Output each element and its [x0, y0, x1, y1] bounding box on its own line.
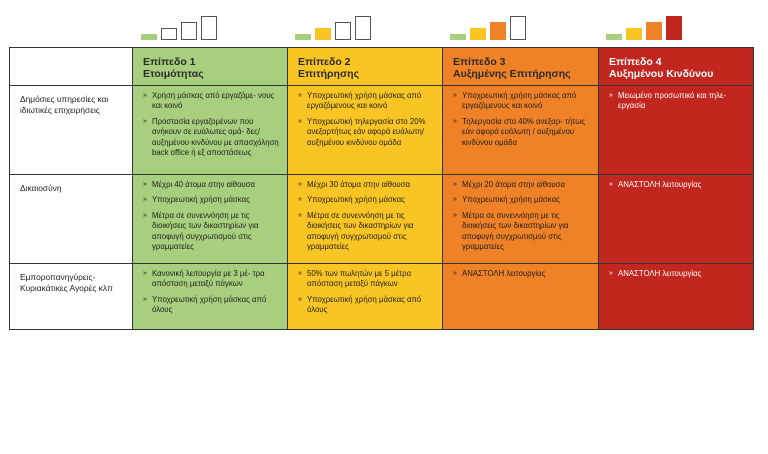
- level-2-bars-icon: [295, 14, 375, 40]
- bullet-icon: »: [143, 181, 147, 188]
- table-row: [10, 264, 754, 330]
- list-item: [298, 91, 436, 112]
- list-item: [453, 91, 592, 112]
- measure-text: Μέτρα σε συνεννόηση με τις διοικήσεις των δικαστηρίων για αποφυγή συγχρωτισμού στις γραμματείες: [462, 210, 569, 252]
- level-1-subtitle: Ετοιμότητας: [143, 68, 204, 80]
- measure-text: Υποχρεωτική χρήση μάσκας: [307, 195, 405, 205]
- measure-text: ΑΝΑΣΤΟΛΗ λειτουργίας: [618, 180, 702, 189]
- level-3-header: [443, 48, 599, 86]
- measure-text: Υποχρεωτική χρήση μάσκας από εργαζόμενους και κοινό: [307, 91, 422, 111]
- measure-text: Χρήση μάσκας από εργαζόμε- νους και κοινό: [152, 91, 275, 111]
- list-item: [143, 180, 281, 190]
- measure-cell-level-4: [599, 86, 754, 175]
- bullet-icon: »: [298, 181, 302, 188]
- measure-text: 50% των πωλητών με 5 μέτρα απόσταση μεταξύ πάγκων: [307, 269, 412, 289]
- measure-text: Υποχρεωτική χρήση μάσκας: [462, 195, 560, 205]
- list-item: [453, 211, 592, 253]
- measure-cell-level-2: [288, 264, 443, 330]
- level-1-title: Επίπεδο 1: [143, 56, 196, 68]
- measure-text: Μέχρι 30 άτομα στην αίθουσα: [307, 180, 411, 189]
- list-item: [143, 117, 281, 159]
- list-item: [143, 211, 281, 253]
- bullet-icon: »: [453, 196, 457, 204]
- bullet-icon: »: [143, 295, 147, 303]
- bullet-icon: »: [298, 196, 302, 204]
- measure-text: Υποχρεωτική τηλεργασία στο 20% ανεξαρτήτως εάν αφορά ευάλωτη/αυξημένου κινδύνου ομάδα: [307, 116, 426, 147]
- list-item: [143, 269, 281, 290]
- measure-cell-level-2: [288, 86, 443, 175]
- list-item: [609, 269, 747, 279]
- row-label: Δημόσιες υπηρεσίες και ιδιωτικές επιχειρήσεις: [10, 86, 133, 175]
- level-1-bars-icon: [141, 14, 221, 40]
- list-item: [298, 117, 436, 148]
- list-item: [453, 269, 592, 279]
- bullet-icon: »: [453, 270, 457, 277]
- table-row: [10, 86, 754, 175]
- list-item: [143, 295, 281, 316]
- level-3-title: Επίπεδο 3: [453, 56, 506, 68]
- measure-cell-level-2: [288, 175, 443, 264]
- bullet-icon: »: [143, 211, 147, 219]
- list-item: [298, 269, 436, 290]
- list-item: [453, 195, 592, 205]
- bullet-icon: »: [453, 181, 457, 188]
- bullet-icon: »: [453, 117, 457, 125]
- list-item: [143, 91, 281, 112]
- corner-cell: [10, 48, 133, 86]
- level-2-title: Επίπεδο 2: [298, 56, 351, 68]
- list-item: [453, 117, 592, 148]
- list-item: [143, 195, 281, 205]
- measure-text: Προστασία εργαζομένων που ανήκουν σε ευάλωτες ομά- δες/αυξημένου κινδύνου με απασχόληση back office ή εξ αποστάσεως: [152, 116, 279, 158]
- list-item: [609, 180, 747, 190]
- list-item: [298, 195, 436, 205]
- level-4-subtitle: Αυξημένου Κινδύνου: [609, 68, 714, 80]
- measure-cell-level-1: [133, 86, 288, 175]
- measures-table: [9, 47, 754, 330]
- bullet-icon: »: [298, 117, 302, 125]
- measure-cell-level-3: [443, 175, 599, 264]
- list-item: [298, 211, 436, 253]
- header-row: [10, 48, 754, 86]
- measure-text: Μειωμένο προσωπικό και τηλε-εργασία: [618, 91, 727, 111]
- level-4-title: Επίπεδο 4: [609, 56, 662, 68]
- measure-text: ΑΝΑΣΤΟΛΗ λειτουργίας: [462, 269, 546, 278]
- measure-text: Μέτρα σε συνεννόηση με τις διοικήσεις των δικαστηρίων για αποφυγή συγχρωτισμού στις γραμματείες: [307, 210, 414, 252]
- level-icons-row: [0, 14, 768, 42]
- level-1-header: [133, 48, 288, 86]
- level-3-subtitle: Αυξημένης Επιτήρησης: [453, 68, 571, 80]
- row-label: Εμποροπανηγύρεις- Κυριακάτικες Αγορές κλπ: [10, 264, 133, 330]
- bullet-icon: »: [298, 211, 302, 219]
- measure-cell-level-3: [443, 264, 599, 330]
- measure-cell-level-3: [443, 86, 599, 175]
- bullet-icon: »: [143, 92, 147, 99]
- measure-cell-level-1: [133, 264, 288, 330]
- list-item: [298, 295, 436, 316]
- bullet-icon: »: [143, 270, 147, 277]
- bullet-icon: »: [609, 92, 613, 99]
- list-item: [298, 180, 436, 190]
- measure-text: Υποχρεωτική χρήση μάσκας από όλους: [152, 294, 267, 315]
- level-2-header: [288, 48, 443, 86]
- measure-text: Μέχρι 20 άτομα στην αίθουσα: [462, 180, 566, 189]
- bullet-icon: »: [298, 295, 302, 303]
- bullet-icon: »: [143, 196, 147, 204]
- bullet-icon: »: [453, 211, 457, 219]
- row-label: Δικαιοσύνη: [10, 175, 133, 264]
- measure-text: Κανονική λειτουργία με 3 μέ- τρα απόσταση μεταξύ πάγκων: [152, 269, 265, 289]
- bullet-icon: »: [609, 181, 613, 188]
- measure-text: Υποχρεωτική χρήση μάσκας: [152, 195, 250, 205]
- list-item: [453, 180, 592, 190]
- measure-text: Μέχρι 40 άτομα στην αίθουσα: [152, 180, 256, 189]
- bullet-icon: »: [609, 270, 613, 277]
- bullet-icon: »: [143, 117, 147, 125]
- level-4-header: [599, 48, 754, 86]
- bullet-icon: »: [298, 270, 302, 277]
- level-4-bars-icon: [606, 14, 686, 40]
- measure-cell-level-4: [599, 175, 754, 264]
- table-row: [10, 175, 754, 264]
- measure-cell-level-1: [133, 175, 288, 264]
- measure-text: Μέτρα σε συνεννόηση με τις διοικήσεις των δικαστηρίων για αποφυγή συγχρωτισμού στις γραμματείες: [152, 210, 259, 252]
- measure-text: ΑΝΑΣΤΟΛΗ λειτουργίας: [618, 269, 702, 278]
- level-3-bars-icon: [450, 14, 530, 40]
- measures-body: [10, 86, 754, 330]
- measure-text: Υποχρεωτική χρήση μάσκας από όλους: [307, 294, 422, 315]
- bullet-icon: »: [453, 92, 457, 99]
- measure-cell-level-4: [599, 264, 754, 330]
- measure-text: Τηλεργασία στο 40% ανεξαρ- τήτως εάν αφορά ευάλωτη / αυξημένου κινδύνου ομάδα: [462, 116, 586, 147]
- level-2-subtitle: Επιτήρησης: [298, 68, 360, 80]
- bullet-icon: »: [298, 92, 302, 99]
- list-item: [609, 91, 747, 112]
- measure-text: Υποχρεωτική χρήση μάσκας από εργαζόμενους και κοινό: [462, 91, 577, 111]
